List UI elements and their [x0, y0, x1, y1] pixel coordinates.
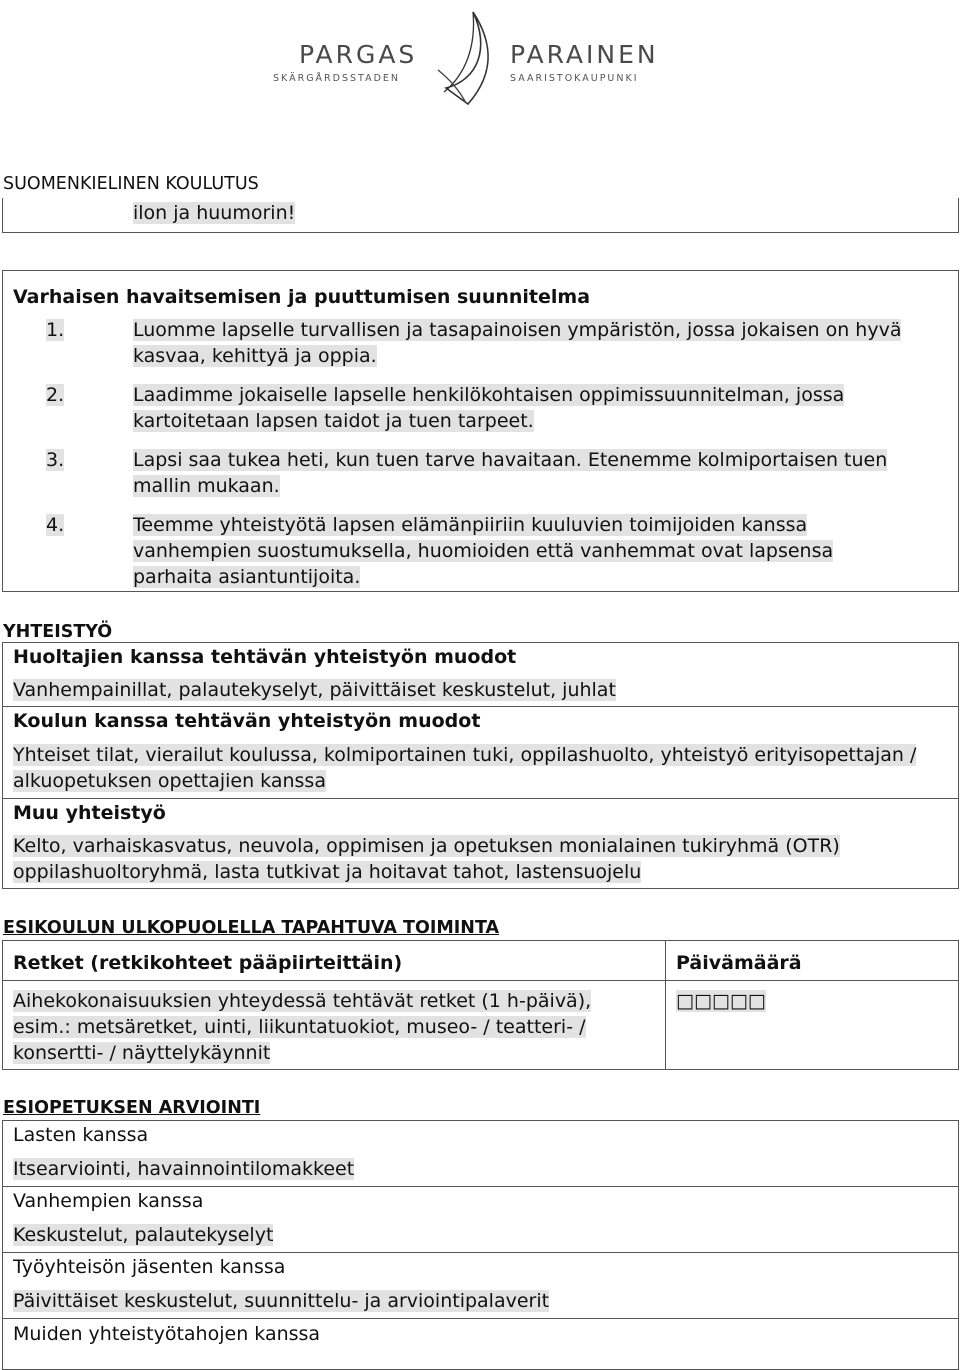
list-item: 2. Laadimme jokaiselle lapselle henkilökohtaisen oppimissuunnitelman, jossa kartoitetaan lapsen taidot ja tuen tarpeet. [46, 384, 845, 432]
coop-heading-2: Koulun kanssa tehtävän yhteistyön muodot [13, 710, 481, 732]
sail-icon [418, 8, 508, 108]
eval-label-3: Työyhteisön jäsenten kanssa [13, 1256, 286, 1278]
early-plan-list [13, 317, 948, 603]
cooperation-title: YHTEISTYÖ [3, 622, 113, 642]
coop-heading-3: Muu yhteistyö [13, 802, 166, 824]
coop-text-3: Kelto, varhaiskasvatus, neuvola, oppimisen ja opetuksen monialainen tukiryhmä (OTR) oppilashuoltoryhmä, lasta tutkivat ja hoitavat tahot, lastensuojelu [13, 835, 840, 883]
evaluation-title: ESIOPETUKSEN ARVIOINTI [3, 1098, 261, 1118]
outside-col1-header: Retket (retkikohteet pääpiirteittäin) [13, 952, 403, 974]
outside-col2-header: Päivämäärä [676, 952, 802, 974]
logo-right-name: PARAINEN [510, 40, 659, 69]
coop-heading-1: Huoltajien kanssa tehtävän yhteistyön muodot [13, 646, 517, 668]
eval-text-1: Itsearviointi, havainnointilomakkeet [13, 1158, 355, 1180]
eval-label-4: Muiden yhteistyötahojen kanssa [13, 1323, 321, 1345]
coop-text-1: Vanhempainillat, palautekyselyt, päivittäiset keskustelut, juhlat [13, 679, 616, 701]
coop-text-2: Yhteiset tilat, vierailut koulussa, kolmiportainen tuki, oppilashuolto, yhteistyö erityisopettajan / alkuopetuksen opettajien kanssa [13, 744, 917, 792]
list-item: 4. Teemme yhteistyötä lapsen elämänpiiriin kuuluvien toimijoiden kanssa vanhempien suostumuksella, huomioiden että vanhemmat ovat lapsensa parhaita asiantuntijoita. [46, 514, 834, 588]
outside-col2-text: □□□□□ [676, 990, 766, 1012]
list-item: 3. Lapsi saa tukea heti, kun tuen tarve havaitaan. Etenemme kolmiportaisen tuen mallin mukaan. [46, 449, 888, 497]
intro-fragment: ilon ja huumorin! [133, 202, 296, 224]
logo-left-sub: SKÄRGÅRDSSTADEN [273, 73, 401, 84]
page-heading: SUOMENKIELINEN KOULUTUS [3, 174, 259, 194]
logo-right-sub: SAARISTOKAUPUNKI [510, 73, 639, 84]
eval-text-2: Keskustelut, palautekyselyt [13, 1224, 274, 1246]
list-item: 1. Luomme lapselle turvallisen ja tasapainoisen ympäristön, jossa jokaisen on hyvä kasvaa, kehittyä ja oppia. [46, 319, 902, 367]
logo-left-name: PARGAS [299, 40, 418, 69]
early-plan-title: Varhaisen havaitsemisen ja puuttumisen suunnitelma [13, 286, 591, 308]
eval-label-1: Lasten kanssa [13, 1124, 149, 1146]
eval-label-2: Vanhempien kanssa [13, 1190, 204, 1212]
outside-title: ESIKOULUN ULKOPUOLELLA TAPAHTUVA TOIMINTA [3, 918, 500, 938]
outside-col1-text: Aihekokonaisuuksien yhteydessä tehtävät retket (1 h-päivä), esim.: metsäretket, uinti, liikuntatuokiot, museo- / teatteri- / konsertti- / näyttelykäynnit [13, 990, 592, 1064]
eval-text-3: Päivittäiset keskustelut, suunnittelu- ja arviointipalaverit [13, 1290, 550, 1312]
